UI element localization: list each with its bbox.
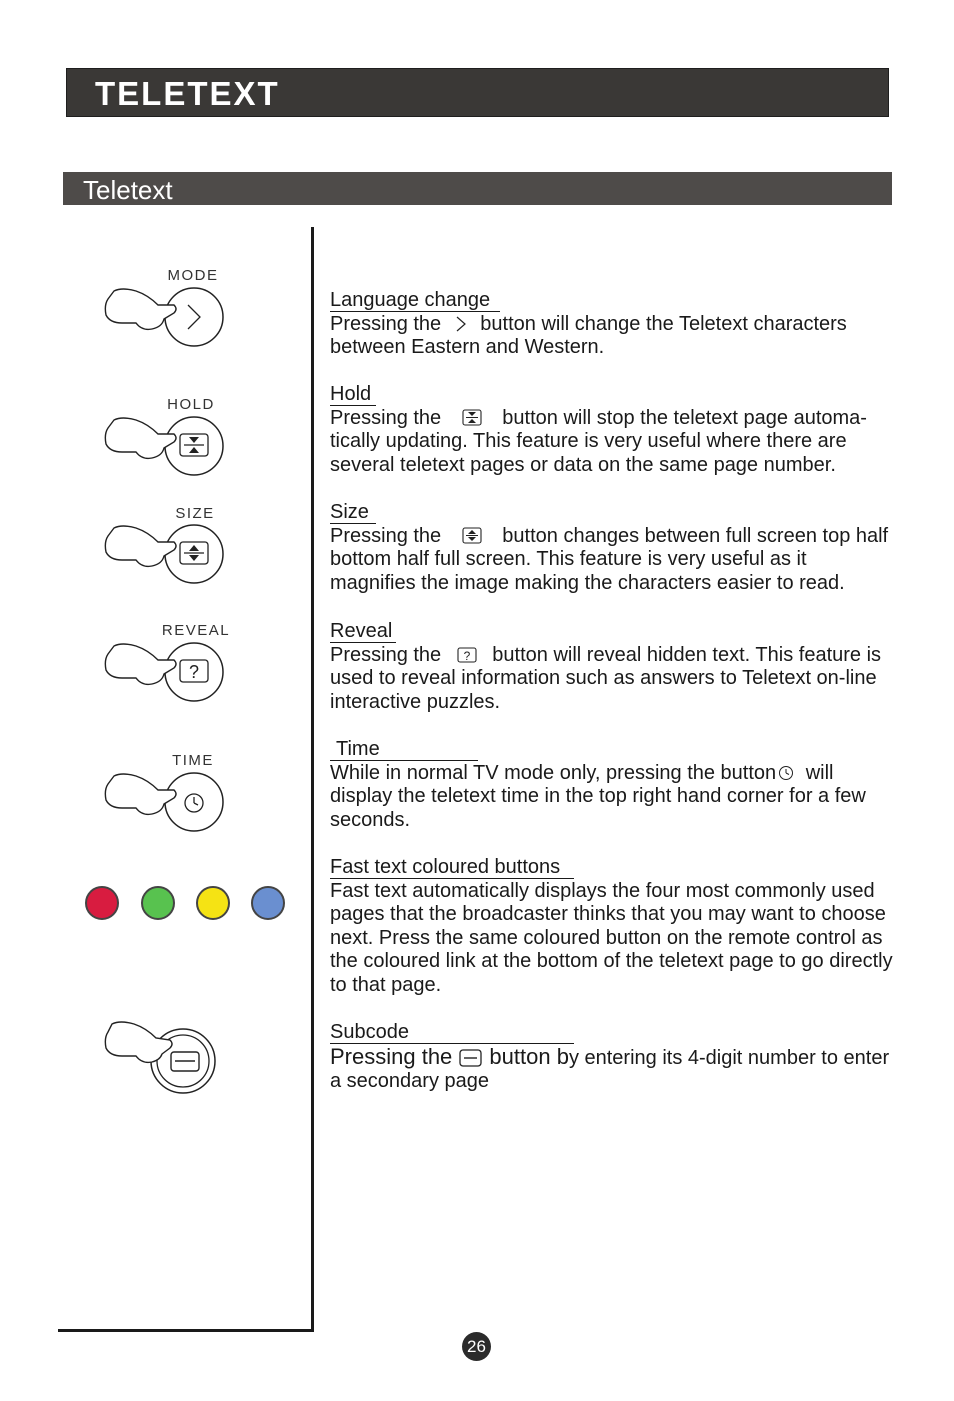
time-label: TIME	[172, 752, 214, 769]
reveal-post: button will reveal hidden text. This feature is used to reveal information such as answers to Teletext on-line interactive puzzles.	[330, 643, 882, 713]
time-post: will display the teletext time in the top right hand corner for a few seconds.	[330, 761, 866, 831]
reveal-label: REVEAL	[161, 622, 231, 639]
reveal-pre: Pressing the	[330, 643, 442, 666]
hold-pre: Pressing the	[330, 406, 442, 429]
svg-text:?: ?	[463, 649, 471, 664]
language-pre: Pressing the	[330, 312, 442, 335]
subcode-pre: Pressing the	[330, 1043, 453, 1069]
size-button-illustration	[100, 520, 230, 590]
subcode-post: y entering its 4-digit number to enter a secondary page	[330, 1046, 890, 1093]
time-heading: Time	[330, 739, 478, 761]
hold-post: button will stop the teletext page automa-tically updating. This feature is very useful where there are several teletext pages or data on the same page number.	[330, 406, 867, 476]
size-label: SIZE	[175, 505, 215, 522]
subcode-mid: button b	[489, 1043, 569, 1069]
subcode-icon	[458, 1047, 484, 1069]
language-post: button will change the Teletext characters between Eastern and Western.	[330, 312, 847, 359]
mode-label: MODE	[167, 267, 219, 284]
hold-heading: Hold	[330, 384, 376, 406]
reveal-icon	[447, 645, 487, 665]
fasttext-body: Fast text automatically displays the four most commonly used pages that the broadcaster thinks that you may want to choose next. Press the same coloured button on the remote control as the coloured link at the bottom of the teletext page to go directly to that page.	[330, 879, 893, 996]
fasttext-heading: Fast text coloured buttons	[330, 857, 574, 879]
svg-text:?: ?	[188, 662, 200, 682]
header-bar	[66, 68, 889, 117]
hold-button-illustration	[100, 412, 230, 482]
page-number: 26	[462, 1332, 491, 1361]
time-button-illustration	[100, 768, 230, 838]
size-section	[330, 501, 895, 595]
subcode-heading: Subcode	[330, 1022, 574, 1044]
clock-icon	[776, 763, 800, 783]
time-section	[330, 738, 895, 832]
section-title: Teletext	[83, 175, 173, 205]
vertical-divider	[311, 227, 314, 1332]
mode-button-illustration	[100, 283, 230, 353]
hold-section	[330, 383, 895, 477]
yellow-button	[196, 886, 230, 920]
language-heading: Language change	[330, 290, 500, 312]
hold-icon	[447, 408, 497, 428]
red-button	[85, 886, 119, 920]
size-icon	[447, 526, 497, 546]
page-title: TELETEXT	[95, 75, 280, 112]
blue-button	[251, 886, 285, 920]
size-pre: Pressing the	[330, 524, 442, 547]
reveal-button-illustration	[100, 638, 230, 708]
bottom-divider	[58, 1329, 314, 1332]
language-section	[330, 289, 895, 360]
size-heading: Size	[330, 502, 376, 524]
subcode-button-illustration	[100, 1018, 230, 1098]
green-button	[141, 886, 175, 920]
reveal-heading: Reveal	[330, 621, 396, 643]
hold-label: HOLD	[167, 396, 215, 413]
reveal-section	[330, 620, 895, 714]
chevron-right-icon	[447, 314, 475, 334]
section-bar	[63, 172, 892, 205]
fasttext-section	[330, 856, 895, 998]
subcode-section	[330, 1021, 895, 1094]
size-post: button changes between full screen top half bottom half full screen. This feature is very useful as it magnifies the image making the characters easier to read.	[330, 524, 889, 594]
time-pre: While in normal TV mode only, pressing the button	[330, 761, 777, 784]
